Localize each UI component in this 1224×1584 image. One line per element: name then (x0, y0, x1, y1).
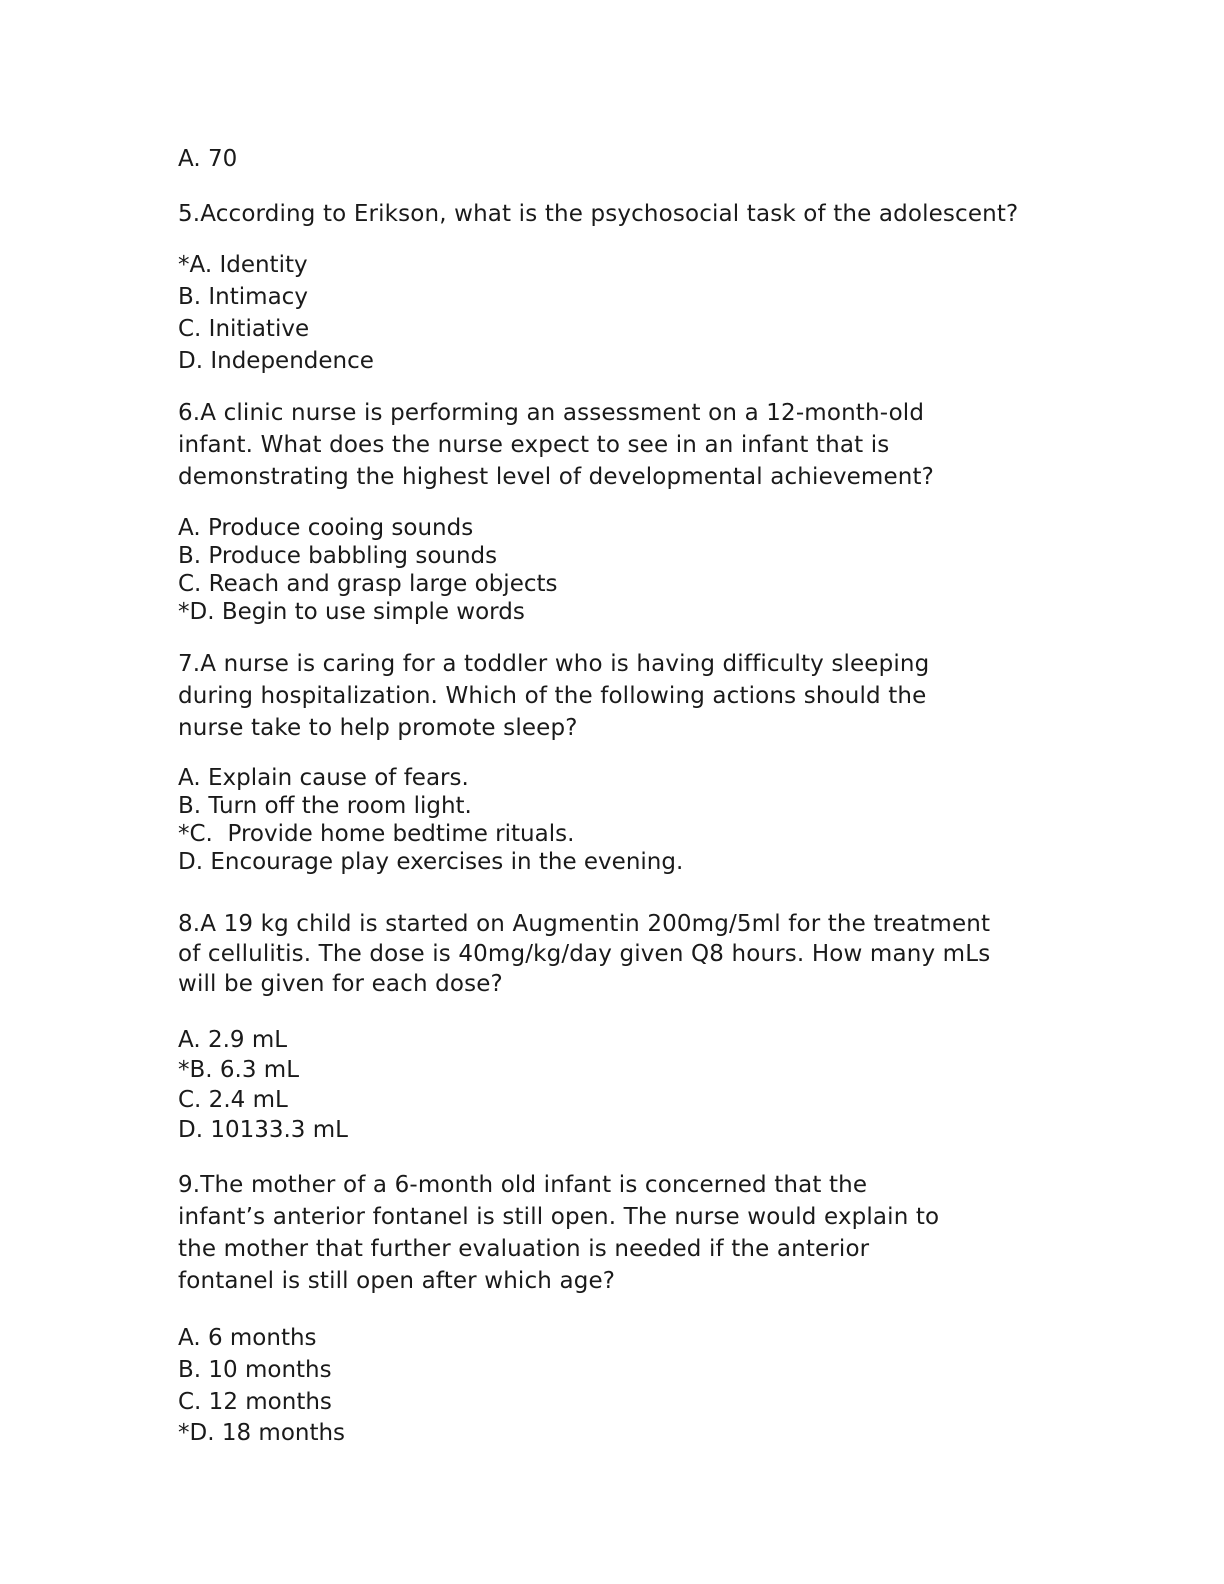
question-6-text-line-3: demonstrating the highest level of developmental achievement? (178, 464, 935, 490)
question-6-option-b: B. Produce babbling sounds (178, 543, 498, 569)
question-7-text-line-1: 7.A nurse is caring for a toddler who is having difficulty sleeping (178, 651, 930, 677)
question-6-option-d: *D. Begin to use simple words (178, 599, 525, 625)
question-7-text-line-2: during hospitalization. Which of the following actions should the (178, 683, 927, 709)
question-8-option-d: D. 10133.3 mL (178, 1117, 348, 1143)
question-8-text-line-3: will be given for each dose? (178, 971, 503, 997)
question-7-number: 7. (178, 651, 201, 677)
question-5-option-a: *A. Identity (178, 252, 308, 278)
question-5-option-c: C. Initiative (178, 316, 310, 342)
question-6-option-c: C. Reach and grasp large objects (178, 571, 558, 597)
question-6-option-a: A. Produce cooing sounds (178, 515, 474, 541)
question-5-option-b: B. Intimacy (178, 284, 308, 310)
question-8-text-line-2: of cellulitis. The dose is 40mg/kg/day given Q8 hours. How many mLs (178, 941, 991, 967)
question-6-text-line-2: infant. What does the nurse expect to see in an infant that is (178, 432, 890, 458)
question-9-text-line-4: fontanel is still open after which age? (178, 1268, 616, 1294)
top-answer: A. 70 (178, 146, 238, 172)
question-6-text-line-1: 6.A clinic nurse is performing an assessment on a 12-month-old (178, 400, 925, 426)
question-8-option-a: A. 2.9 mL (178, 1027, 288, 1053)
question-9-number: 9. (178, 1172, 201, 1198)
question-7-option-b: B. Turn off the room light. (178, 793, 472, 819)
question-9-option-b: B. 10 months (178, 1357, 332, 1383)
question-7-option-a: A. Explain cause of fears. (178, 765, 469, 791)
question-7-text-line-3: nurse take to help promote sleep? (178, 715, 578, 741)
question-8-option-b: *B. 6.3 mL (178, 1057, 300, 1083)
question-7-option-d: D. Encourage play exercises in the evening. (178, 849, 684, 875)
question-9-text-line-2: infant’s anterior fontanel is still open. The nurse would explain to (178, 1204, 940, 1230)
question-5-option-d: D. Independence (178, 348, 374, 374)
question-8-text-line-1: 8.A 19 kg child is started on Augmentin 200mg/5ml for the treatment (178, 911, 991, 937)
question-9-option-d: *D. 18 months (178, 1420, 346, 1446)
question-8-option-c: C. 2.4 mL (178, 1087, 288, 1113)
question-9-option-a: A. 6 months (178, 1325, 317, 1351)
question-9-text-line-3: the mother that further evaluation is needed if the anterior (178, 1236, 870, 1262)
question-8-number: 8. (178, 911, 201, 937)
question-6-number: 6. (178, 400, 201, 426)
question-5-text: 5.According to Erikson, what is the psychosocial task of the adolescent? (178, 201, 1019, 227)
question-9-option-c: C. 12 months (178, 1389, 332, 1415)
question-7-option-c: *C. Provide home bedtime rituals. (178, 821, 575, 847)
question-9-text-line-1: 9.The mother of a 6-month old infant is concerned that the (178, 1172, 868, 1198)
question-5-number: 5. (178, 201, 201, 227)
